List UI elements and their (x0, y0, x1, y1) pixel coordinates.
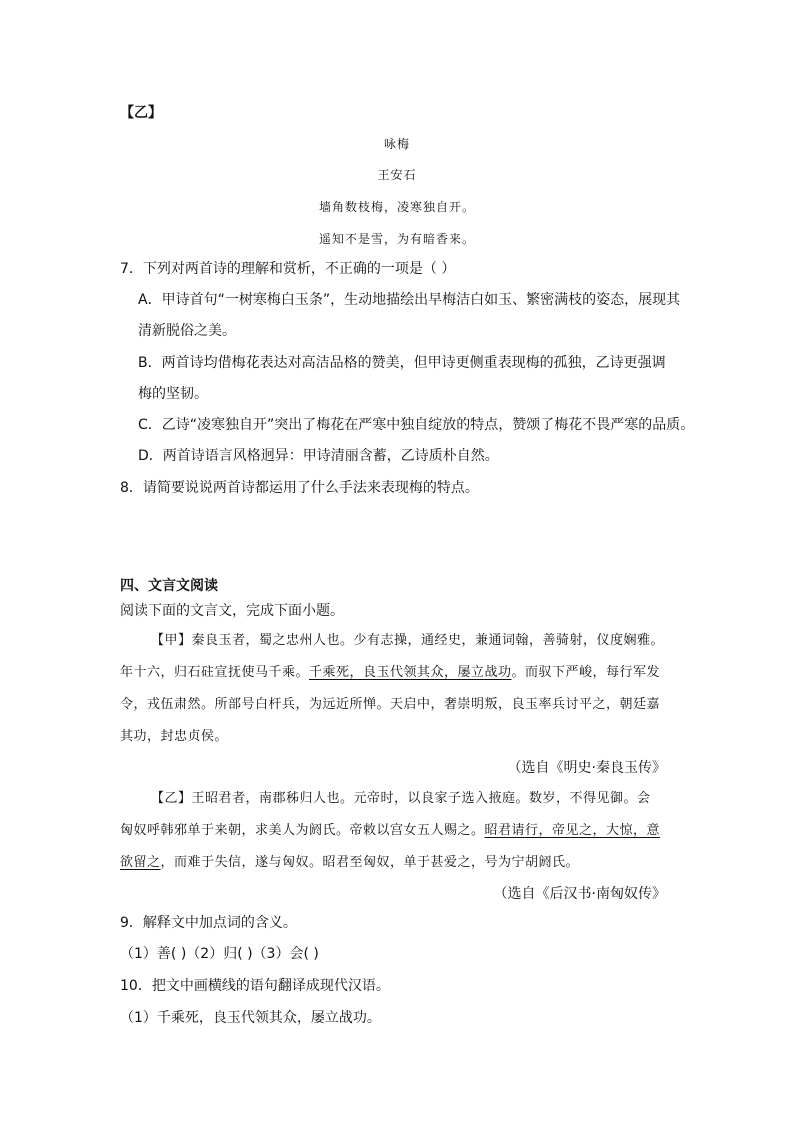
passage-jia-line-2 (120, 664, 660, 682)
passage-jia-line-1: 【甲】秦良玉者，蜀之忠州人也。少有志操，通经史，兼通词翰，善骑射，仪度娴雅。 (151, 633, 665, 648)
question-10-item-1: （1）千乘死，良玉代领其众，屡立战功。 (120, 1010, 381, 1026)
question-8-stem: 8．请简要说说两首诗都运用了什么手法来表现梅的特点。 (120, 480, 479, 496)
question-7-option-b-line-2: 梅的坚韧。 (138, 386, 208, 402)
question-7-stem: 7．下列对两首诗的理解和赏析，不正确的一项是（ ） (120, 261, 456, 277)
passage-yi-line-1: 【乙】王昭君者，南郡秭归人也。元帝时，以良家子选入掖庭。数岁，不得见御。会 (151, 791, 651, 806)
poem-b-line-1: 墙角数枝梅，凌寒独自开。 (318, 200, 475, 214)
passage-jia-line-2-start: 年十六，归石砫宣抚使马千乘。 (120, 665, 310, 680)
passage-jia-line-2-end: 。而驭下严峻，每行军发 (511, 665, 661, 680)
passage-yi-source: （选自《后汉书·南匈奴传》 (493, 886, 666, 902)
section-4-heading: 四、文言文阅读 (120, 578, 218, 594)
passage-yi-line-3-end: ，而难于失信，遂与匈奴。昭君至匈奴，单于甚爱之，号为宁胡阏氏。 (160, 855, 580, 870)
question-7-option-b-line-1: B．两首诗均借梅花表达对高洁品格的赞美，但甲诗更侧重表现梅的孤独，乙诗更强调 (138, 355, 666, 371)
section-4-intro: 阅读下面的文言文，完成下面小题。 (120, 603, 344, 619)
question-7-option-a-line-2: 清新脱俗之美。 (138, 323, 236, 339)
question-7-option-d: D．两首诗语言风格迥异：甲诗清丽含蓄，乙诗质朴自然。 (138, 448, 499, 464)
poem-b-line-2: 遥知不是雪，为有暗香来。 (318, 232, 475, 246)
question-7-option-c: C．乙诗“凌寒独自开”突出了梅花在严寒中独自绽放的特点，赞颂了梅花不畏严寒的品质。 (138, 417, 695, 433)
passage-yi-underlined-sentence-part-1: 昭君请行，帝见之，大惊，意 (484, 823, 661, 838)
question-7-option-a-line-1: A．甲诗首句“一树寒梅白玉条”，生动地描绘出早梅洁白如玉、繁密满枝的姿态，展现其 (138, 292, 681, 308)
passage-jia-line-4: 其功，封忠贞侯。 (120, 729, 229, 744)
poem-b-title: 咏梅 (383, 137, 410, 151)
passage-jia-source: （选自《明史·秦良玉传》 (507, 760, 666, 776)
passage-jia-underlined-sentence: 千乘死，良玉代领其众，屡立战功 (309, 665, 512, 680)
poem-b-author: 王安石 (377, 168, 417, 182)
poem-b-label: 【乙】 (120, 105, 162, 121)
passage-yi-underlined-sentence-part-2: 欲留之 (120, 855, 161, 870)
passage-jia-line-3: 令，戎伍肃然。所部号白杆兵，为远近所惮。天启中，奢崇明叛，良玉率兵讨平之，朝廷嘉 (120, 697, 661, 712)
question-9-items: （1）善( )（2）归( )（3）会( ) (120, 946, 319, 962)
passage-yi-line-3 (120, 854, 579, 872)
question-10-stem: 10．把文中画横线的语句翻译成现代汉语。 (120, 978, 390, 994)
passage-yi-line-2 (120, 822, 660, 840)
passage-yi-line-2-start: 匈奴呼韩邪单于来朝，求美人为阏氏。帝敕以宫女五人赐之。 (120, 823, 485, 838)
question-9-stem: 9．解释文中加点词的含义。 (120, 915, 297, 931)
